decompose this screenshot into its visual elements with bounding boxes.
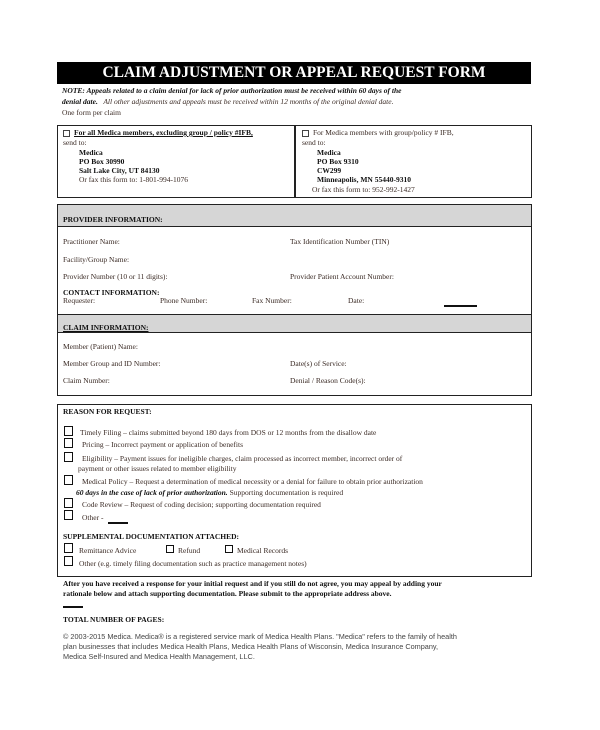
reason-timely-filing: Timely Filing – claims submitted beyond 180 days from DOS or 12 months from the disallow date	[80, 428, 377, 437]
address-line: CW299	[317, 166, 342, 175]
fax-number: Or fax this form to: 1-801-994-1076	[79, 175, 188, 184]
copyright-line-3: Medica Self-Insured and Medica Health Management, LLC.	[63, 652, 255, 661]
address-line: Medica	[79, 148, 103, 157]
facility-name-field[interactable]: Facility/Group Name:	[63, 255, 130, 264]
checkbox-other[interactable]	[64, 510, 73, 520]
note-line-1: NOTE: Appeals related to a claim denial for lack of prior authorization must be received within 60 days of the	[62, 86, 402, 95]
address-right-option: For Medica members with group/policy # IFB,	[313, 128, 454, 137]
claim-number-field[interactable]: Claim Number:	[63, 376, 110, 385]
address-line: Medica	[317, 148, 341, 157]
rationale-line	[63, 606, 83, 608]
note-line-3: One form per claim	[62, 108, 121, 117]
member-name-field[interactable]: Member (Patient) Name:	[63, 342, 138, 351]
medical-records-label: Medical Records	[237, 546, 289, 555]
provider-header: PROVIDER INFORMATION:	[63, 215, 163, 224]
checkbox-eligibility[interactable]	[64, 452, 73, 462]
supplemental-header: SUPPLEMENTAL DOCUMENTATION ATTACHED:	[63, 532, 239, 541]
contact-header: CONTACT INFORMATION:	[63, 288, 160, 297]
address-line: PO Box 9310	[317, 157, 359, 166]
form-title: CLAIM ADJUSTMENT OR APPEAL REQUEST FORM	[57, 62, 531, 84]
note-bold: denial date.	[62, 97, 98, 106]
remittance-advice-label: Remittance Advice	[79, 546, 137, 555]
checkbox-remittance[interactable]	[64, 543, 73, 553]
reason-other: Other -	[82, 513, 104, 522]
checkbox-ifb-members[interactable]	[302, 130, 309, 137]
other-line	[108, 522, 128, 524]
checkbox-refund[interactable]	[166, 545, 174, 553]
send-to-label: send to:	[302, 138, 326, 147]
copyright-line-1: © 2003-2015 Medica. Medica® is a registered service mark of Medica Health Plans. "Medica" refers to the family of health	[63, 632, 457, 641]
claim-header: CLAIM INFORMATION:	[63, 323, 149, 332]
checkbox-supplemental-other[interactable]	[64, 556, 73, 566]
denial-code-field[interactable]: Denial / Reason Code(s):	[290, 376, 366, 385]
checkbox-pricing[interactable]	[64, 438, 73, 448]
address-line: PO Box 30990	[79, 157, 125, 166]
tin-field[interactable]: Tax Identification Number (TIN)	[290, 237, 390, 246]
requester-field[interactable]: Requester:	[63, 296, 96, 305]
date-field[interactable]: Date:	[348, 296, 365, 305]
member-group-field[interactable]: Member Group and ID Number:	[63, 359, 161, 368]
reason-medical-policy-cont: Supporting documentation is required	[229, 488, 344, 497]
phone-field[interactable]: Phone Number:	[160, 296, 208, 305]
appeal-instructions-1: After you have received a response for your initial request and if you still do not agree, you may appeal by adding your	[63, 579, 442, 588]
provider-number-field[interactable]: Provider Number (10 or 11 digits):	[63, 272, 168, 281]
appeal-instructions-2: rationale below and attach supporting documentation. Please submit to the appropriate address above.	[63, 589, 392, 598]
date-line	[444, 305, 477, 307]
account-number-field[interactable]: Provider Patient Account Number:	[290, 272, 394, 281]
reason-eligibility: Eligibility – Payment issues for ineligible charges, claim processed as incorrect member, incorrect order of	[82, 454, 403, 463]
reason-header: REASON FOR REQUEST:	[63, 407, 152, 416]
fax-number: Or fax this form to: 952-992-1427	[312, 185, 415, 194]
copyright-line-2: plan businesses that includes Medica Health Plans, Medica Health Plans of Wisconsin, Medica Insurance Company,	[63, 642, 439, 651]
reason-medical-policy: Medical Policy – Request a determination of medical necessity or a denial for failure to obtain prior authorization	[82, 477, 423, 486]
reason-medical-policy-bold: 60 days in the case of lack of prior authorization.	[76, 488, 228, 497]
send-to-label: send to:	[63, 138, 87, 147]
checkbox-medical-records[interactable]	[225, 545, 233, 553]
fax-field[interactable]: Fax Number:	[252, 296, 292, 305]
total-pages-label[interactable]: TOTAL NUMBER OF PAGES:	[63, 615, 165, 624]
checkbox-medical-policy[interactable]	[64, 475, 73, 485]
note-line-2: All other adjustments and appeals must be received within 12 months of the original denial date.	[103, 97, 394, 106]
practitioner-name-field[interactable]: Practitioner Name:	[63, 237, 120, 246]
refund-label: Refund	[178, 546, 201, 555]
checkbox-code-review[interactable]	[64, 498, 73, 508]
dates-of-service-field[interactable]: Date(s) of Service:	[290, 359, 347, 368]
address-left-option: For all Medica members, excluding group / policy #IFB,	[74, 128, 253, 137]
reason-eligibility-cont: payment or other issues related to member eligibility	[78, 464, 237, 473]
address-line: Salt Lake City, UT 84130	[79, 166, 160, 175]
address-line: Minneapolis, MN 55440-9310	[317, 175, 411, 184]
supplemental-other-label: Other (e.g. timely filing documentation such as practice management notes)	[79, 559, 307, 568]
reason-pricing: Pricing – Incorrect payment or application of benefits	[82, 440, 243, 449]
checkbox-all-members[interactable]	[63, 130, 70, 137]
checkbox-timely-filing[interactable]	[64, 426, 73, 436]
reason-code-review: Code Review – Request of coding decision; supporting documentation required	[82, 500, 321, 509]
